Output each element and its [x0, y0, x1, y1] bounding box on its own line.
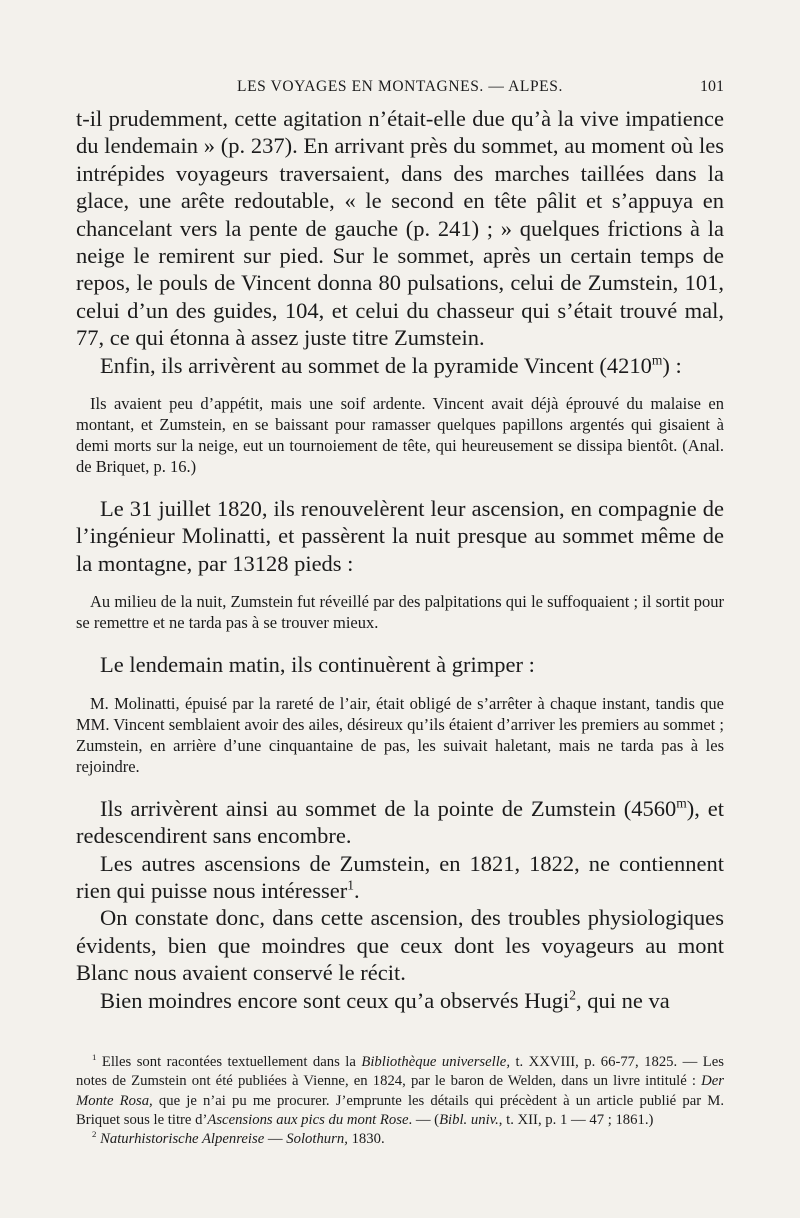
paragraph: Les autres ascensions de Zumstein, en 1821, 1822, ne contiennent rien qui puisse nous intéresser$^1$.: [76, 850, 724, 903]
footnote-marker: 2: [92, 1129, 97, 1140]
running-head: LES VOYAGES EN MONTAGNES. — ALPES.: [237, 78, 563, 95]
paragraph: Ils arrivèrent ainsi au sommet de la pointe de Zumstein (4560$^m$), et redescendirent sans encombre.: [76, 795, 724, 849]
paragraph: Le lendemain matin, ils continuèrent à grimper :: [100, 652, 535, 678]
footnotes: [76, 1053, 724, 1149]
block-quote: Ils avaient peu d’appétit, mais une soif ardente. Vincent avait déjà éprouvé du malaise en montant, et Zumstein, en se baissant pour ramasser quelques papillons argentés qui gisaient à demi morts sur la neige, eut un tournoiement de tête, qui heureusement se dissipa bientôt. (Anal. de Briquet, p. 16.): [76, 394, 724, 477]
paragraph: On constate donc, dans cette ascension, des troubles physiologiques évidents, bien que moindres que ceux dont les voyageurs au mont Blanc nous avaient conservé le récit.: [76, 905, 724, 986]
page-header: [76, 78, 724, 96]
block-quote: Au milieu de la nuit, Zumstein fut réveillé par des palpitations qui le suffoquaient ; il sortit pour se remettre et ne tarda pas à se trouver mieux.: [76, 592, 724, 633]
paragraph: t-il prudemment, cette agitation n’était-elle due qu’à la vive impatience du lendemain » (p. 237). En arrivant près du sommet, au moment où les intrépides voyageurs traversaient, dans des marches taillées dans la glace, une arête redoutable, « le second en tête pâlit et s’appuya en chancelant vers la pente de gauche (p. 241) ; » quelques frictions à la neige le remirent sur pied. Sur le sommet, après un certain temps de repos, le pouls de Vincent donna 80 pulsations, celui de Zumstein, 101, celui d’un des guides, 104, et celui du chasseur qui s’était trouvé mal, 77, ce qui étonna à assez juste titre Zumstein.: [76, 106, 724, 351]
block-quote: M. Molinatti, épuisé par la rareté de l’air, était obligé de s’arrêter à chaque instant, tandis que MM. Vincent semblaient avoir des ailes, désireux qu’ils étaient d’arriver les premiers au sommet ; Zumstein, en arrière d’une cinquantaine de pas, les suivait haletant, mais ne tarda pas à les rejoindre.: [76, 693, 724, 776]
footnote-2: $^2$ Naturhistorische Alpenreise — Solothurn, 1830.: [92, 1129, 385, 1148]
paragraph: Bien moindres encore sont ceux qu’a observés Hugi$^2$, qui ne va: [100, 987, 670, 1013]
paragraph: Le 31 juillet 1820, ils renouvelèrent leur ascension, en compagnie de l’ingénieur Molinatti, et passèrent la nuit presque au sommet même de la montagne, par 13128 pieds :: [76, 496, 724, 576]
main-text: [76, 105, 724, 1014]
footnote-marker: 1: [92, 1052, 97, 1063]
footnote-1: $^1$ Elles sont racontées textuellement dans la Bibliothèque universelle, t. XXVIII, p. 66-77, 1825. — Les notes de Zumstein ont été publiées à Vienne, en 1824, par le baron de Welden, dans un livre intitulé : Der Monte Rosa, que je n’ai pu me procurer. J’emprunte les détails qui précèdent à un article publié par M. Briquet sous le titre d’Ascensions aux pics du mont Rose. — (Bibl. univ., t. XII, p. 1 — 47 ; 1861.): [76, 1052, 724, 1128]
paragraph: Enfin, ils arrivèrent au sommet de la pyramide Vincent (4210$^m$) :: [100, 352, 682, 378]
page-number: 101: [700, 78, 724, 95]
